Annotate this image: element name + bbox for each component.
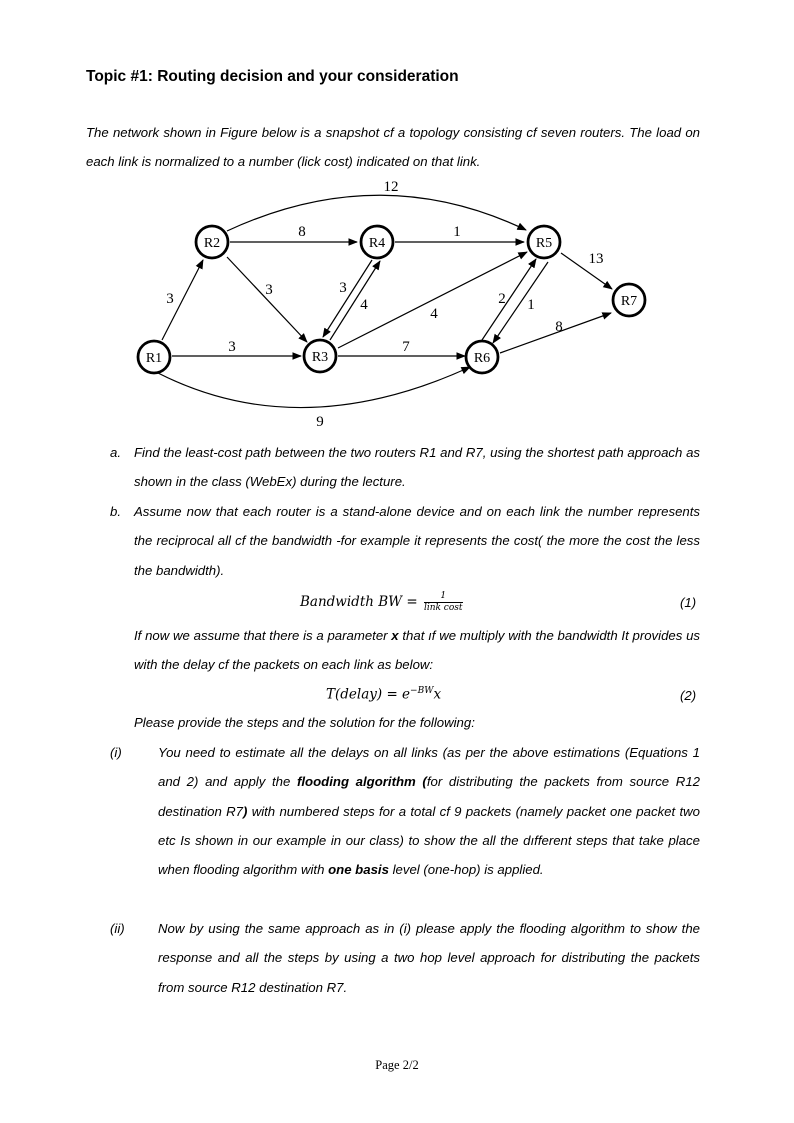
equation-1-lhs: Bandwidth BW = bbox=[300, 594, 418, 610]
label-r3-r4: 3 bbox=[339, 280, 347, 296]
label-r6-r7: 8 bbox=[555, 319, 563, 335]
node-r3 bbox=[304, 340, 336, 372]
network-topology-diagram bbox=[130, 172, 670, 434]
label-r3-r6: 7 bbox=[402, 339, 410, 355]
node-r5 bbox=[528, 226, 560, 258]
item-a-text: Find the least-cost path between the two routers R1 and R7, using the shortest path approach as shown in the class (WebEx) during the lecture. bbox=[134, 445, 700, 490]
edge-r5-r7 bbox=[561, 253, 612, 289]
item-i-text: You need to estimate all the delays on all links (as per the above estimations (Equations 1 and 2) and apply the flooding algorithm (for distributing the packets from source R12 destination R7) with numbered steps for a total cf 9 packets (namely packet one packet two etc Is shown in our example in our class) to show the all the dıfferent steps that take place when flooding algorithm with one basis level (one-hop) is applied. bbox=[158, 745, 700, 878]
label-r5-r6: 1 bbox=[527, 297, 535, 313]
label-r1-r2: 3 bbox=[166, 291, 174, 307]
item-ii-text: Now by using the same approach as in (i) please apply the flooding algorithm to show the response and all the steps by using a two hop level approach for distributing the packets from source R12 destination R7. bbox=[158, 921, 700, 995]
label-r2-r3: 3 bbox=[265, 282, 273, 298]
label-r1-r6: 9 bbox=[316, 414, 324, 430]
label-r4-r3: 4 bbox=[360, 297, 368, 313]
equation-2-number: (2) bbox=[680, 688, 697, 703]
label-r5-r7: 13 bbox=[588, 251, 604, 267]
svg-text:R7: R7 bbox=[620, 294, 638, 309]
equation-2: T(delay) = $e^{-BW}x$ bbox=[326, 686, 442, 703]
edge-r2-r3 bbox=[227, 257, 307, 342]
equation-1-number: (1) bbox=[680, 595, 697, 610]
label-r1-r3: 3 bbox=[228, 339, 236, 355]
edge-r3-r4 bbox=[330, 261, 380, 340]
equation-1-fraction bbox=[424, 591, 463, 614]
item-a-label: a. bbox=[110, 445, 121, 460]
node-r2 bbox=[196, 226, 228, 258]
item-i-label: (i) bbox=[110, 745, 122, 760]
node-r1 bbox=[138, 341, 170, 373]
label-r3-r5: 4 bbox=[430, 306, 438, 322]
equation-1-numerator: 1 bbox=[424, 591, 463, 603]
page-title: Topic #1: Routing decision and your consideration bbox=[86, 68, 459, 85]
node-r6 bbox=[466, 341, 498, 373]
svg-text:R2: R2 bbox=[203, 236, 221, 251]
item-ii-label: (ii) bbox=[110, 921, 125, 936]
node-r4 bbox=[361, 226, 393, 258]
svg-text:R5: R5 bbox=[535, 236, 553, 251]
steps-intro: Please provide the steps and the solution for the following: bbox=[134, 715, 475, 730]
item-b-text: Assume now that each router is a stand-alone device and on each link the number represents the reciprocal all cf the bandwidth -for example it represents the cost( the more the cost the less the bandwidth). bbox=[134, 504, 700, 578]
svg-text:R3: R3 bbox=[311, 350, 329, 365]
intro-paragraph: The network shown in Figure below is a snapshot cf a topology consisting cf seven routers. The load on each link is normalized to a number (lick cost) indicated on that link. bbox=[86, 125, 700, 169]
label-r2-r5: 12 bbox=[383, 179, 399, 195]
equation-1 bbox=[300, 591, 463, 614]
svg-text:R1: R1 bbox=[145, 351, 163, 366]
parameter-x-paragraph: If now we assume that there is a parameter x that ıf we multiply with the bandwidth It provides us with the delay cf the packets on each link as below: bbox=[134, 628, 701, 673]
equation-1-denominator: link cost bbox=[423, 603, 463, 613]
item-b-label: b. bbox=[110, 504, 121, 519]
label-r6-r5: 2 bbox=[498, 291, 506, 307]
label-r2-r4: 8 bbox=[298, 224, 306, 240]
node-r7 bbox=[613, 284, 645, 316]
svg-text:R6: R6 bbox=[473, 351, 491, 366]
svg-text:R4: R4 bbox=[368, 236, 386, 251]
edge-r1-r6-arc bbox=[158, 367, 470, 408]
label-r4-r5: 1 bbox=[453, 224, 461, 240]
page-footer: Page 2/2 bbox=[375, 1058, 419, 1072]
